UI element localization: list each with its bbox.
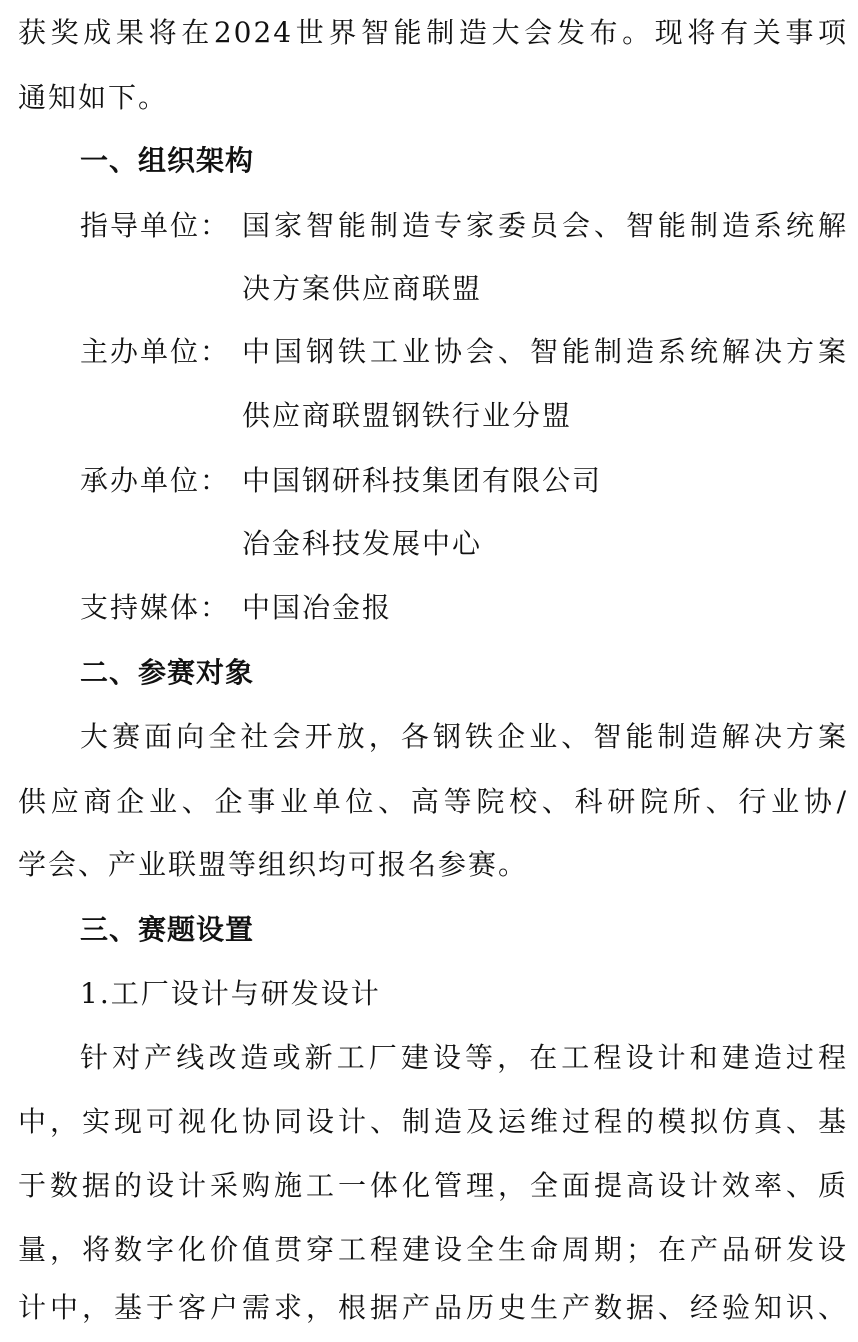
org-label: 支持媒体： — [80, 591, 231, 624]
org-label: 主办单位： — [80, 335, 231, 368]
section-heading-topics: 三、赛题设置 — [80, 913, 255, 946]
section-heading-participants: 二、参赛对象 — [80, 656, 255, 689]
paragraph-line: 于数据的设计采购施工一体化管理，全面提高设计效率、质 — [18, 1169, 848, 1202]
org-label: 承办单位： — [80, 464, 231, 497]
org-item-guidance — [80, 194, 848, 258]
org-value: 国家智能制造专家委员会、智能制造系统解 — [242, 209, 848, 242]
org-item-organizer — [80, 449, 848, 513]
subheading-factory-design: 1.工厂设计与研发设计 — [80, 977, 381, 1010]
paragraph-line: 计中，基于客户需求，根据产品历史生产数据、经验知识、 — [18, 1291, 848, 1324]
paragraph-line: 量，将数字化价值贯穿工程建设全生命周期；在产品研发设 — [18, 1233, 848, 1266]
org-value-continuation: 供应商联盟钢铁行业分盟 — [242, 399, 573, 432]
intro-line-2: 通知如下。 — [18, 81, 169, 114]
org-label: 指导单位： — [80, 209, 231, 242]
org-value: 中国钢研科技集团有限公司 — [242, 464, 603, 497]
paragraph-line: 学会、产业联盟等组织均可报名参赛。 — [18, 848, 529, 881]
org-value: 中国冶金报 — [242, 591, 393, 624]
org-value: 中国钢铁工业协会、智能制造系统解决方案 — [242, 335, 848, 368]
paragraph-line: 针对产线改造或新工厂建设等，在工程设计和建造过程 — [80, 1041, 848, 1074]
org-item-host — [80, 320, 848, 384]
paragraph-line: 供应商企业、企事业单位、高等院校、科研院所、行业协/ — [18, 785, 848, 818]
org-item-media — [80, 576, 848, 640]
section-heading-organization: 一、组织架构 — [80, 144, 255, 177]
org-value-continuation: 决方案供应商联盟 — [242, 272, 483, 305]
org-value-continuation: 冶金科技发展中心 — [242, 527, 483, 560]
paragraph-line: 大赛面向全社会开放，各钢铁企业、智能制造解决方案 — [80, 720, 848, 753]
intro-line-1: 获奖成果将在2024世界智能制造大会发布。现将有关事项 — [18, 16, 848, 49]
paragraph-line: 中，实现可视化协同设计、制造及运维过程的模拟仿真、基 — [18, 1105, 848, 1138]
